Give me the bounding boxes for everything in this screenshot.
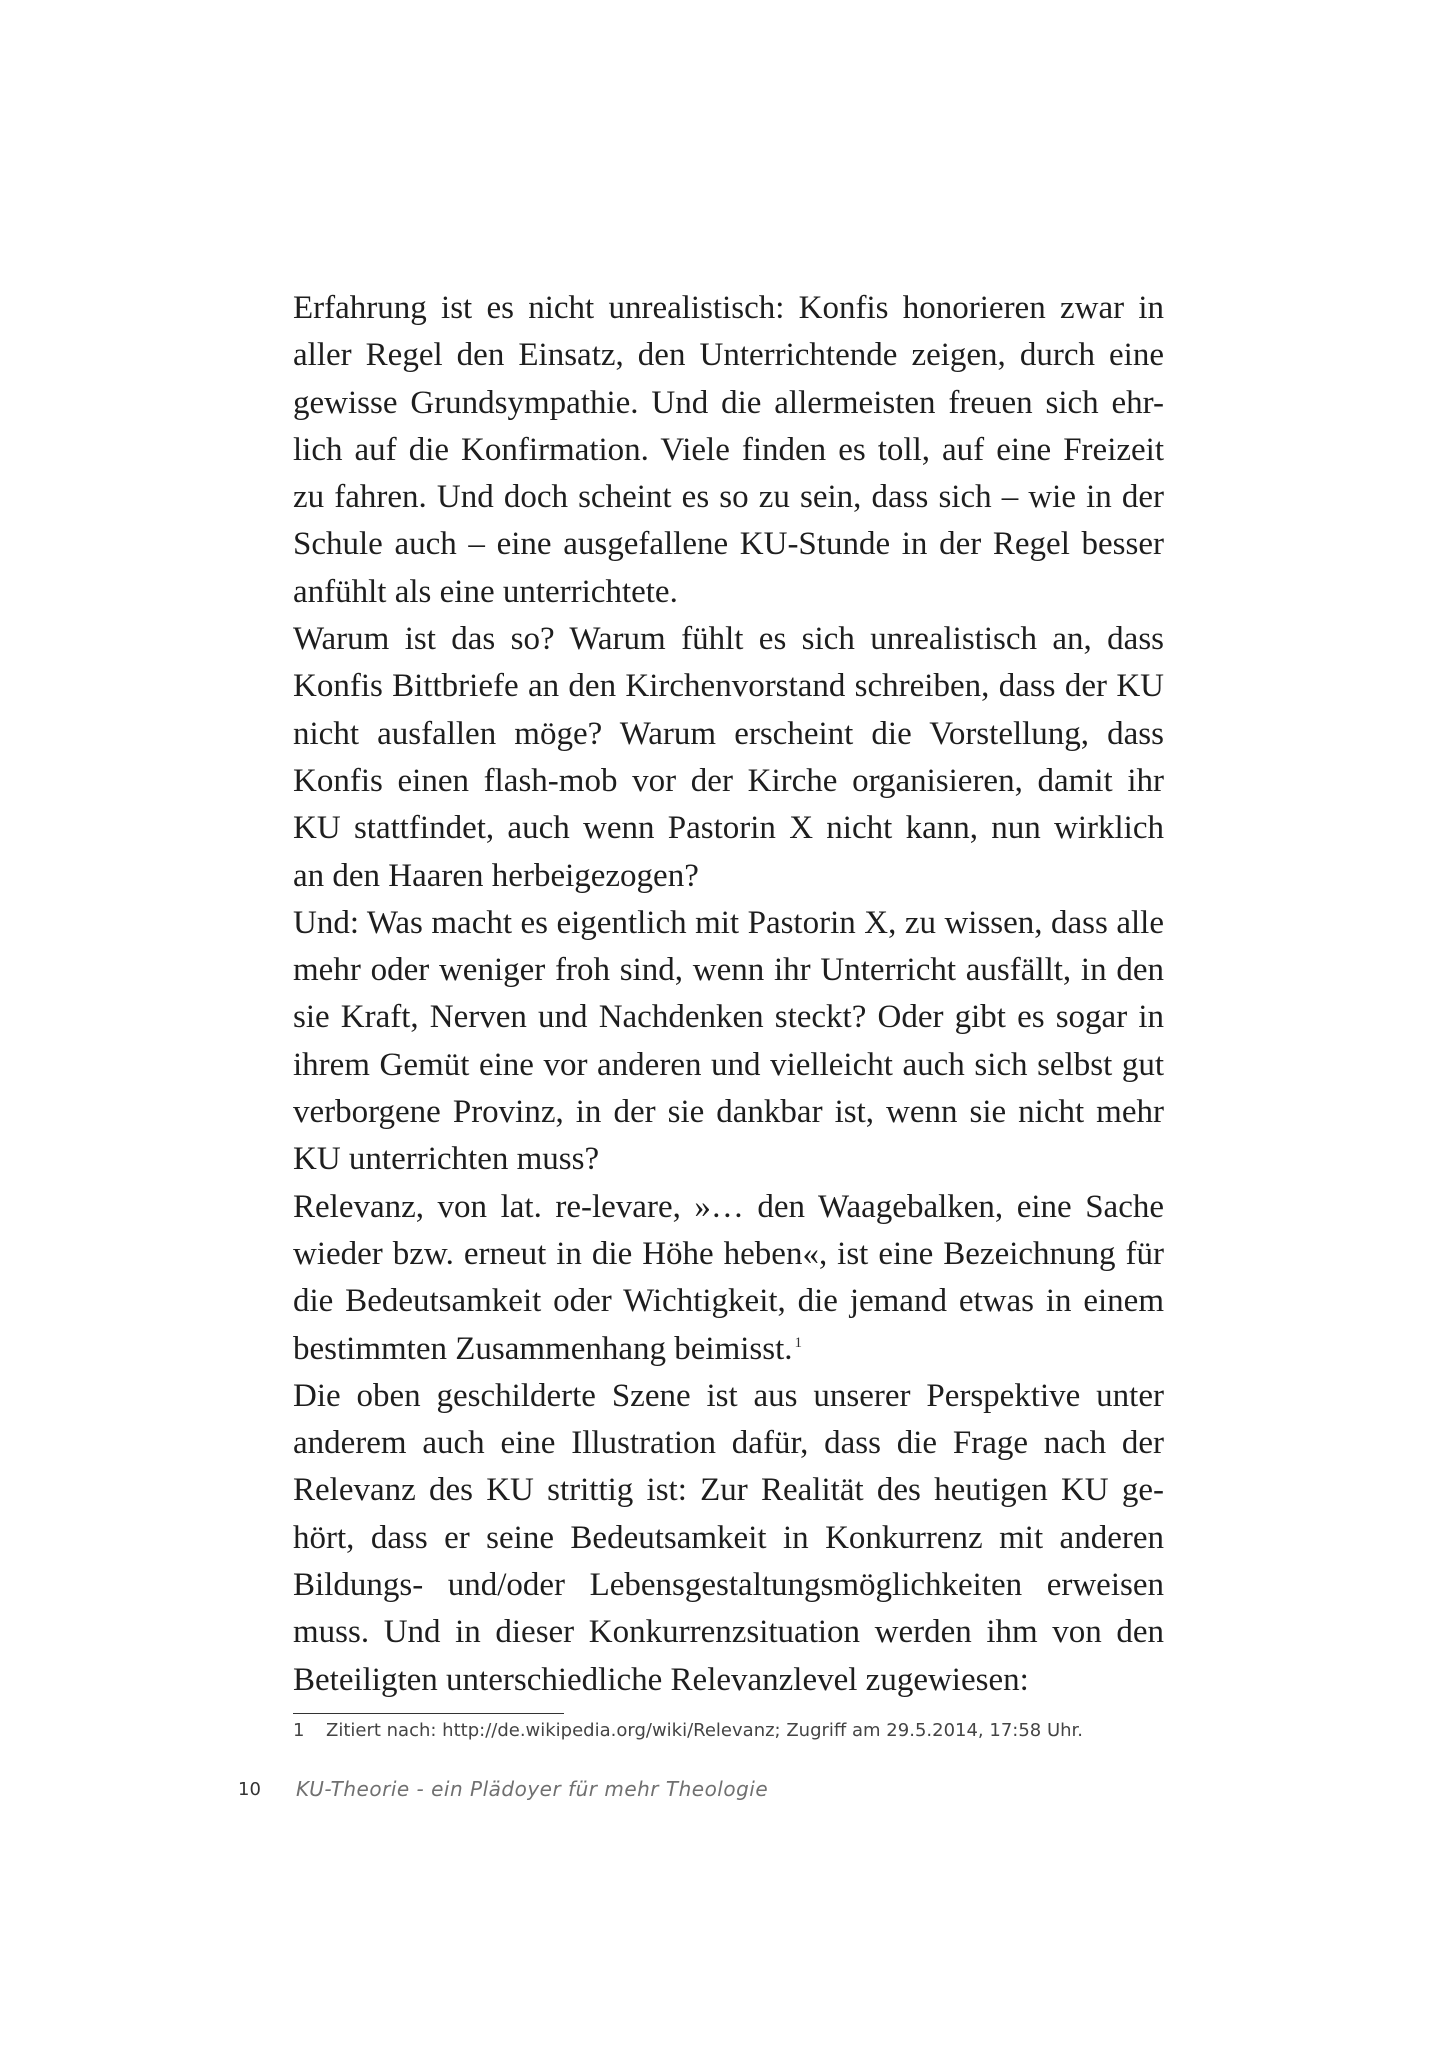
- text-line: Die oben geschilderte Szene ist aus unserer Perspektive unter: [293, 1377, 1164, 1414]
- text-line: bestimmten Zusammenhang beimisst.: [293, 1330, 793, 1367]
- text-line: nicht ausfallen möge? Warum erscheint die Vorstellung, dass: [293, 715, 1164, 752]
- text-line: ihrem Gemüt eine vor anderen und vielleicht auch sich selbst gut: [293, 1046, 1164, 1083]
- text-line: lich auf die Konfirmation. Viele finden es toll, auf eine Freizeit: [293, 431, 1164, 468]
- text-line: anderem auch eine Illustration dafür, dass die Frage nach der: [293, 1425, 1164, 1462]
- running-title: KU-Theorie - ein Plädoyer für mehr Theologie: [296, 1777, 769, 1801]
- text-line: muss. Und in dieser Konkurrenzsituation werden ihm von den: [293, 1614, 1164, 1651]
- text-line: Warum ist das so? Warum fühlt es sich unrealistisch an, dass: [293, 621, 1164, 658]
- text-line: gewisse Grundsympathie. Und die allermeisten freuen sich ehr-: [293, 384, 1164, 421]
- text-line: Konfis einen flash-mob vor der Kirche organisieren, damit ihr: [293, 762, 1164, 799]
- text-line: hört, dass er seine Bedeutsamkeit in Konkurrenz mit anderen: [293, 1519, 1164, 1556]
- text-line: KU stattfindet, auch wenn Pastorin X nicht kann, nun wirklich: [293, 810, 1164, 847]
- text-line: sie Kraft, Nerven und Nachdenken steckt? Oder gibt es sogar in: [293, 999, 1164, 1036]
- footnote: [293, 1720, 1193, 1741]
- text-line: verborgene Provinz, in der sie dankbar ist, wenn sie nicht mehr: [293, 1094, 1164, 1131]
- text-line-with-footnote: [293, 1326, 1164, 1373]
- text-line: zu fahren. Und doch scheint es so zu sein, dass sich – wie in der: [293, 479, 1164, 516]
- text-line: Schule auch – eine ausgefallene KU-Stunde in der Regel besser: [293, 526, 1164, 563]
- text-line: anfühlt als eine unterrichtete.: [293, 573, 678, 610]
- text-line: Erfahrung ist es nicht unrealistisch: Konfis honorieren zwar in: [293, 290, 1164, 326]
- text-line: Relevanz des KU strittig ist: Zur Realität des heutigen KU ge-: [293, 1472, 1164, 1509]
- text-line: Beteiligten unterschiedliche Relevanzlevel zugewiesen:: [293, 1661, 1029, 1698]
- footnote-number: 1: [293, 1720, 305, 1741]
- text-line: KU unterrichten muss?: [293, 1141, 600, 1178]
- text-line: wieder bzw. erneut in die Höhe heben«, ist eine Bezeichnung für: [293, 1235, 1164, 1272]
- text-line: an den Haaren herbeigezogen?: [293, 857, 699, 894]
- footnote-divider: [293, 1713, 564, 1714]
- footnote-marker: 1: [794, 1334, 803, 1351]
- text-line: Und: Was macht es eigentlich mit Pastorin X, zu wissen, dass alle: [293, 904, 1164, 941]
- footnote-text: Zitiert nach: http://de.wikipedia.org/wiki/Relevanz; Zugriff am 29.5.2014, 17:58 Uhr.: [326, 1720, 1084, 1741]
- body-text: [293, 285, 1164, 1704]
- text-line: Relevanz, von lat. re-levare, »… den Waagebalken, eine Sache: [293, 1188, 1164, 1225]
- page-number: 10: [238, 1779, 261, 1800]
- text-line: aller Regel den Einsatz, den Unterrichtende zeigen, durch eine: [293, 337, 1164, 374]
- text-line: Konfis Bittbriefe an den Kirchenvorstand schreiben, dass der KU: [293, 668, 1164, 705]
- text-line: mehr oder weniger froh sind, wenn ihr Unterricht ausfällt, in den: [293, 952, 1164, 989]
- text-line: Bildungs- und/oder Lebensgestaltungsmöglichkeiten erweisen: [293, 1567, 1164, 1604]
- text-line: die Bedeutsamkeit oder Wichtigkeit, die jemand etwas in einem: [293, 1283, 1164, 1320]
